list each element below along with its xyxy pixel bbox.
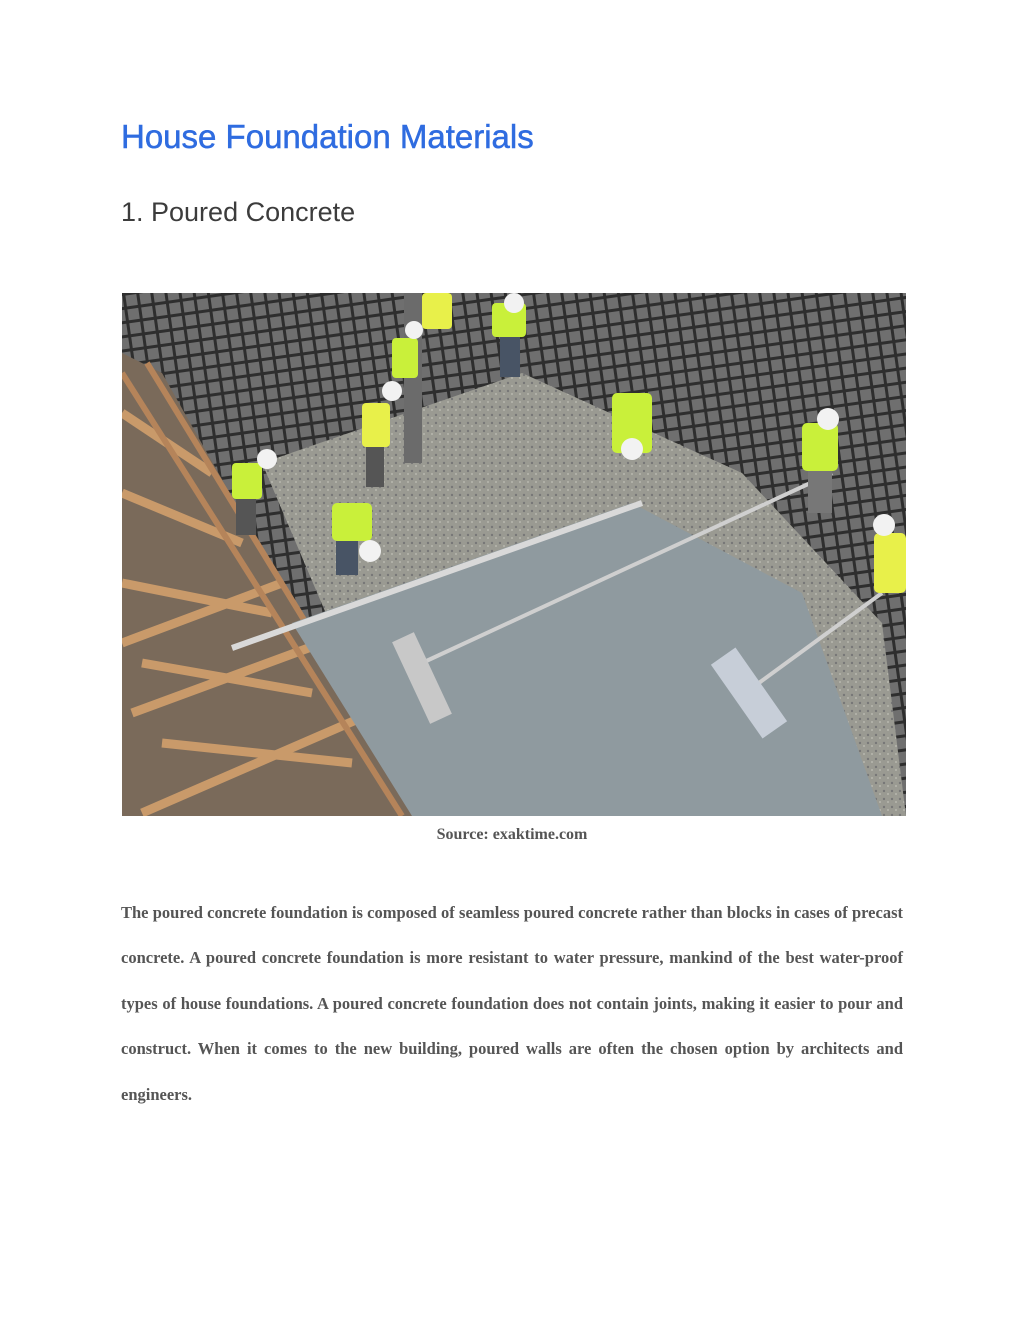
poured-concrete-photo bbox=[122, 293, 906, 816]
page-title: House Foundation Materials bbox=[121, 118, 534, 155]
paragraph: The poured concrete foundation is composed of seamless poured concrete rather than blocks in cases of precast concrete. A poured concrete foundation is more resistant to water pressure, mankind of the best water-proof types of house foundations. A poured concrete foundation does not contain joints, making it easier to pour and construct. When it comes to the new building, poured walls are often the chosen option by architects and engineers. bbox=[121, 903, 903, 1104]
image-caption: Source: exaktime.com bbox=[436, 826, 588, 843]
section-heading: 1. Poured Concrete bbox=[121, 197, 356, 227]
